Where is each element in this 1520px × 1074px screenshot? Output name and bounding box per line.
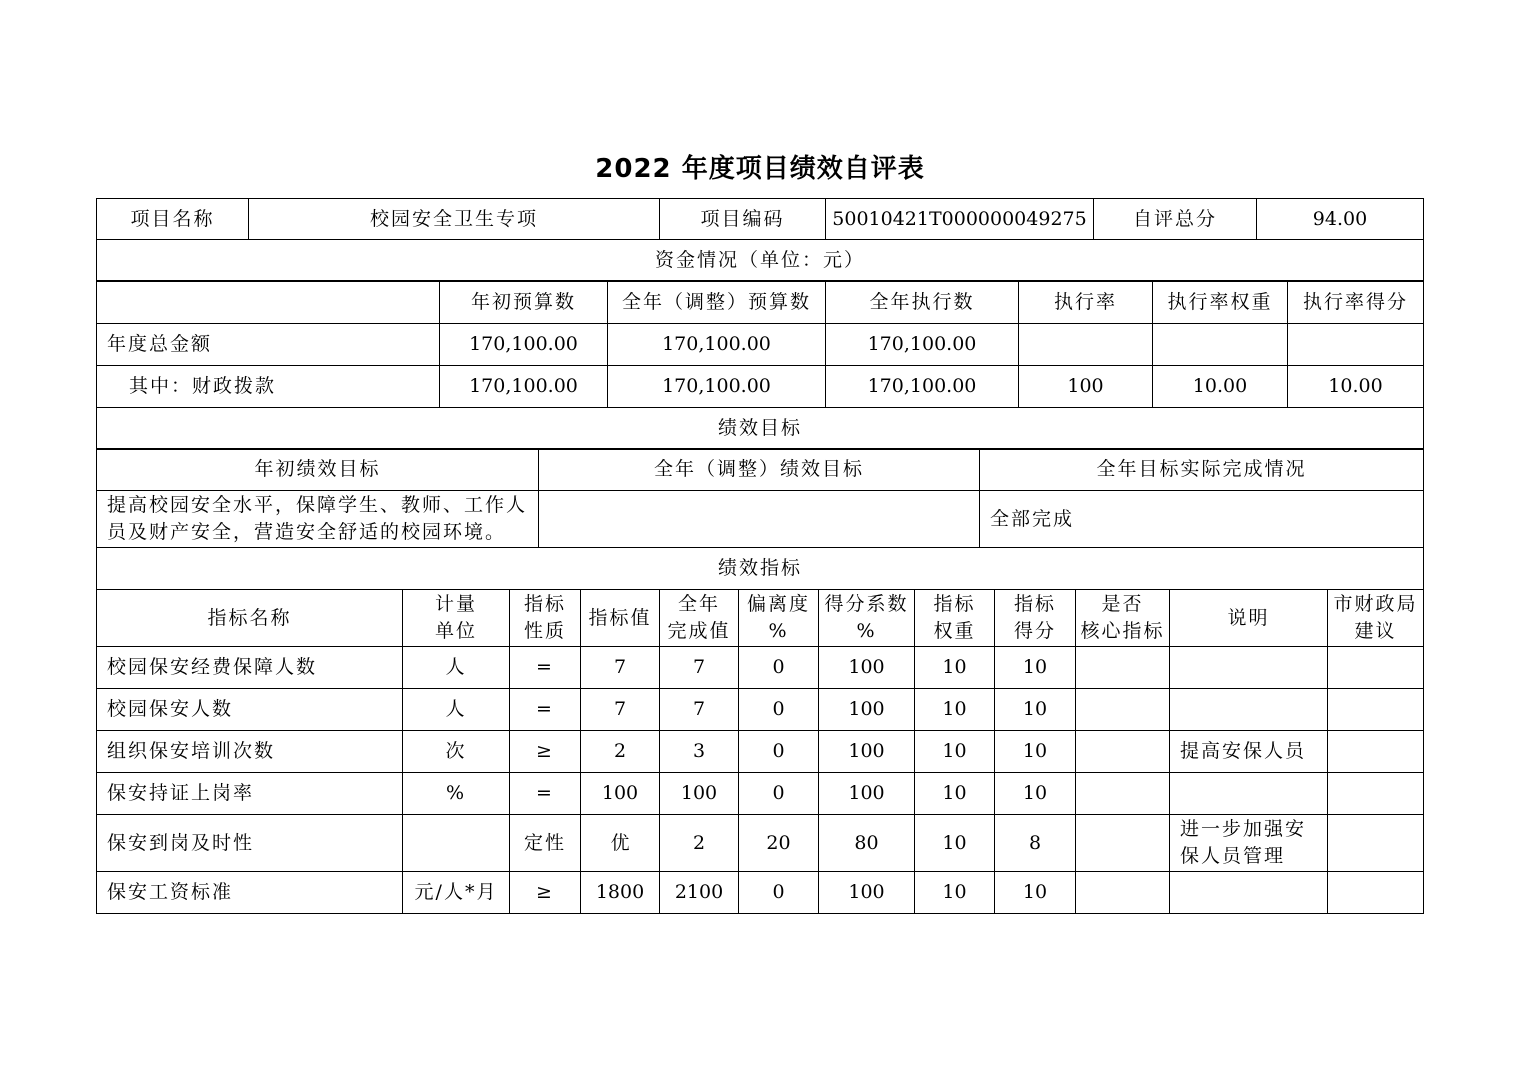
indicator-coef: 100 bbox=[819, 647, 915, 689]
indicator-complete: 2100 bbox=[660, 872, 739, 914]
indicator-header: 单位 bbox=[434, 620, 477, 642]
indicator-header: 计量 bbox=[434, 593, 477, 615]
funds-row-fiscal bbox=[97, 366, 1424, 408]
indicator-core bbox=[1076, 647, 1170, 689]
funds-header bbox=[97, 282, 440, 324]
indicator-advice bbox=[1328, 689, 1424, 731]
indicators-table bbox=[96, 547, 1424, 914]
adjusted-goal bbox=[539, 491, 980, 548]
indicator-coef: 80 bbox=[819, 815, 915, 872]
indicator-advice bbox=[1328, 647, 1424, 689]
goals-table bbox=[96, 448, 1424, 548]
indicator-name: 保安工资标准 bbox=[97, 872, 403, 914]
project-info-table bbox=[96, 198, 1424, 281]
indicator-header: 性质 bbox=[523, 620, 566, 642]
project-code: 50010421T000000049275 bbox=[826, 199, 1094, 240]
indicator-nature: ≥ bbox=[510, 731, 581, 773]
indicator-name: 校园保安人数 bbox=[97, 689, 403, 731]
indicator-note bbox=[1170, 773, 1328, 815]
indicator-header: 权重 bbox=[933, 620, 976, 642]
funds-header: 年初预算数 bbox=[440, 282, 608, 324]
indicators-header-row bbox=[97, 590, 1424, 647]
indicator-header: 指标 bbox=[933, 593, 976, 615]
indicator-weight: 10 bbox=[915, 647, 995, 689]
indicator-coef: 100 bbox=[819, 731, 915, 773]
funds-row-total bbox=[97, 324, 1424, 366]
indicator-deviation: 0 bbox=[739, 731, 819, 773]
indicator-note bbox=[1170, 647, 1328, 689]
project-code-label: 项目编码 bbox=[660, 199, 826, 240]
indicator-deviation: 0 bbox=[739, 872, 819, 914]
indicator-note: 进一步加强安保人员管理 bbox=[1170, 815, 1328, 872]
indicator-advice bbox=[1328, 773, 1424, 815]
goals-content-row bbox=[97, 491, 1424, 548]
indicator-score: 10 bbox=[995, 872, 1076, 914]
indicator-note bbox=[1170, 872, 1328, 914]
indicator-weight: 10 bbox=[915, 773, 995, 815]
indicator-nature: 定性 bbox=[510, 815, 581, 872]
indicator-unit: 次 bbox=[403, 731, 510, 773]
indicator-deviation: 0 bbox=[739, 773, 819, 815]
goals-section-title: 绩效目标 bbox=[97, 408, 1424, 450]
indicator-complete: 100 bbox=[660, 773, 739, 815]
indicator-header: 完成值 bbox=[667, 620, 731, 642]
indicator-header: 指标 bbox=[1013, 593, 1056, 615]
indicator-header: 得分 bbox=[1013, 620, 1056, 642]
funds-cell: 170,100.00 bbox=[826, 366, 1019, 408]
indicator-name: 组织保安培训次数 bbox=[97, 731, 403, 773]
indicator-header: 核心指标 bbox=[1080, 620, 1165, 642]
indicator-coef: 100 bbox=[819, 689, 915, 731]
funds-cell: 10.00 bbox=[1153, 366, 1288, 408]
funds-cell: 170,100.00 bbox=[608, 324, 826, 366]
indicator-name: 保安持证上岗率 bbox=[97, 773, 403, 815]
indicator-deviation: 20 bbox=[739, 815, 819, 872]
indicator-advice bbox=[1328, 872, 1424, 914]
funds-row-label: 其中：财政拨款 bbox=[97, 366, 440, 408]
goals-header-row bbox=[97, 449, 1424, 491]
indicator-target: 7 bbox=[581, 689, 660, 731]
indicator-deviation: 0 bbox=[739, 647, 819, 689]
table-row bbox=[97, 689, 1424, 731]
initial-goal: 提高校园安全水平，保障学生、教师、工作人员及财产安全，营造安全舒适的校园环境。 bbox=[97, 491, 539, 548]
indicator-score: 10 bbox=[995, 689, 1076, 731]
indicator-unit bbox=[403, 815, 510, 872]
indicator-advice bbox=[1328, 731, 1424, 773]
funds-header-row bbox=[97, 282, 1424, 324]
indicator-score: 10 bbox=[995, 731, 1076, 773]
project-name-label: 项目名称 bbox=[97, 199, 249, 240]
funds-header: 全年（调整）预算数 bbox=[608, 282, 826, 324]
indicator-weight: 10 bbox=[915, 815, 995, 872]
indicator-advice bbox=[1328, 815, 1424, 872]
indicator-target: 1800 bbox=[581, 872, 660, 914]
indicator-deviation: 0 bbox=[739, 689, 819, 731]
funds-table bbox=[96, 281, 1424, 450]
indicators-section-title: 绩效指标 bbox=[97, 548, 1424, 590]
indicator-nature: = bbox=[510, 689, 581, 731]
indicator-weight: 10 bbox=[915, 689, 995, 731]
indicator-header: 市财政局 bbox=[1333, 593, 1418, 615]
goals-header: 全年目标实际完成情况 bbox=[980, 449, 1424, 491]
funds-cell: 170,100.00 bbox=[608, 366, 826, 408]
indicator-complete: 3 bbox=[660, 731, 739, 773]
funds-row-label: 年度总金额 bbox=[97, 324, 440, 366]
indicator-target: 100 bbox=[581, 773, 660, 815]
funds-section-title: 资金情况（单位：元） bbox=[97, 240, 1424, 281]
funds-cell bbox=[1019, 324, 1153, 366]
indicator-weight: 10 bbox=[915, 872, 995, 914]
funds-cell bbox=[1153, 324, 1288, 366]
page-title: 2022 年度项目绩效自评表 bbox=[595, 154, 925, 184]
indicator-name: 校园保安经费保障人数 bbox=[97, 647, 403, 689]
indicator-score: 8 bbox=[995, 815, 1076, 872]
indicator-header: 建议 bbox=[1354, 620, 1397, 642]
table-row bbox=[97, 872, 1424, 914]
funds-cell: 100 bbox=[1019, 366, 1153, 408]
table-row bbox=[97, 815, 1424, 872]
indicator-score: 10 bbox=[995, 773, 1076, 815]
funds-header: 全年执行数 bbox=[826, 282, 1019, 324]
indicator-header: 是否 bbox=[1101, 593, 1144, 615]
actual-completion: 全部完成 bbox=[980, 491, 1424, 548]
indicator-core bbox=[1076, 773, 1170, 815]
indicator-core bbox=[1076, 815, 1170, 872]
goals-header: 全年（调整）绩效目标 bbox=[539, 449, 980, 491]
indicator-core bbox=[1076, 872, 1170, 914]
indicator-core bbox=[1076, 689, 1170, 731]
indicator-header: % bbox=[768, 620, 789, 642]
indicator-header: 指标值 bbox=[581, 590, 660, 647]
indicator-target: 2 bbox=[581, 731, 660, 773]
indicator-coef: 100 bbox=[819, 872, 915, 914]
table-row bbox=[97, 773, 1424, 815]
funds-cell: 10.00 bbox=[1288, 366, 1424, 408]
indicator-header: 得分系数 bbox=[824, 593, 909, 615]
goals-header: 年初绩效目标 bbox=[97, 449, 539, 491]
funds-cell: 170,100.00 bbox=[440, 366, 608, 408]
indicator-header: 偏离度 bbox=[746, 593, 810, 615]
indicator-unit: % bbox=[403, 773, 510, 815]
indicator-nature: = bbox=[510, 773, 581, 815]
funds-cell: 170,100.00 bbox=[826, 324, 1019, 366]
indicator-nature: = bbox=[510, 647, 581, 689]
indicator-complete: 2 bbox=[660, 815, 739, 872]
table-row bbox=[97, 647, 1424, 689]
indicator-target: 优 bbox=[581, 815, 660, 872]
self-score: 94.00 bbox=[1257, 199, 1424, 240]
indicator-unit: 元/人*月 bbox=[403, 872, 510, 914]
funds-header: 执行率得分 bbox=[1288, 282, 1424, 324]
indicator-header: 指标名称 bbox=[97, 590, 403, 647]
indicator-note: 提高安保人员 bbox=[1170, 731, 1328, 773]
indicator-core bbox=[1076, 731, 1170, 773]
table-row bbox=[97, 731, 1424, 773]
project-name: 校园安全卫生专项 bbox=[249, 199, 660, 240]
indicator-complete: 7 bbox=[660, 647, 739, 689]
indicator-unit: 人 bbox=[403, 647, 510, 689]
indicator-weight: 10 bbox=[915, 731, 995, 773]
funds-header: 执行率 bbox=[1019, 282, 1153, 324]
indicator-header: 指标 bbox=[523, 593, 566, 615]
indicator-header: 说明 bbox=[1170, 590, 1328, 647]
indicator-nature: ≥ bbox=[510, 872, 581, 914]
indicator-unit: 人 bbox=[403, 689, 510, 731]
indicator-header: % bbox=[856, 620, 877, 642]
funds-cell bbox=[1288, 324, 1424, 366]
indicator-score: 10 bbox=[995, 647, 1076, 689]
funds-header: 执行率权重 bbox=[1153, 282, 1288, 324]
indicator-complete: 7 bbox=[660, 689, 739, 731]
funds-cell: 170,100.00 bbox=[440, 324, 608, 366]
indicator-target: 7 bbox=[581, 647, 660, 689]
indicator-header: 全年 bbox=[677, 593, 720, 615]
self-score-label: 自评总分 bbox=[1094, 199, 1257, 240]
indicator-note bbox=[1170, 689, 1328, 731]
indicator-coef: 100 bbox=[819, 773, 915, 815]
indicator-name: 保安到岗及时性 bbox=[97, 815, 403, 872]
